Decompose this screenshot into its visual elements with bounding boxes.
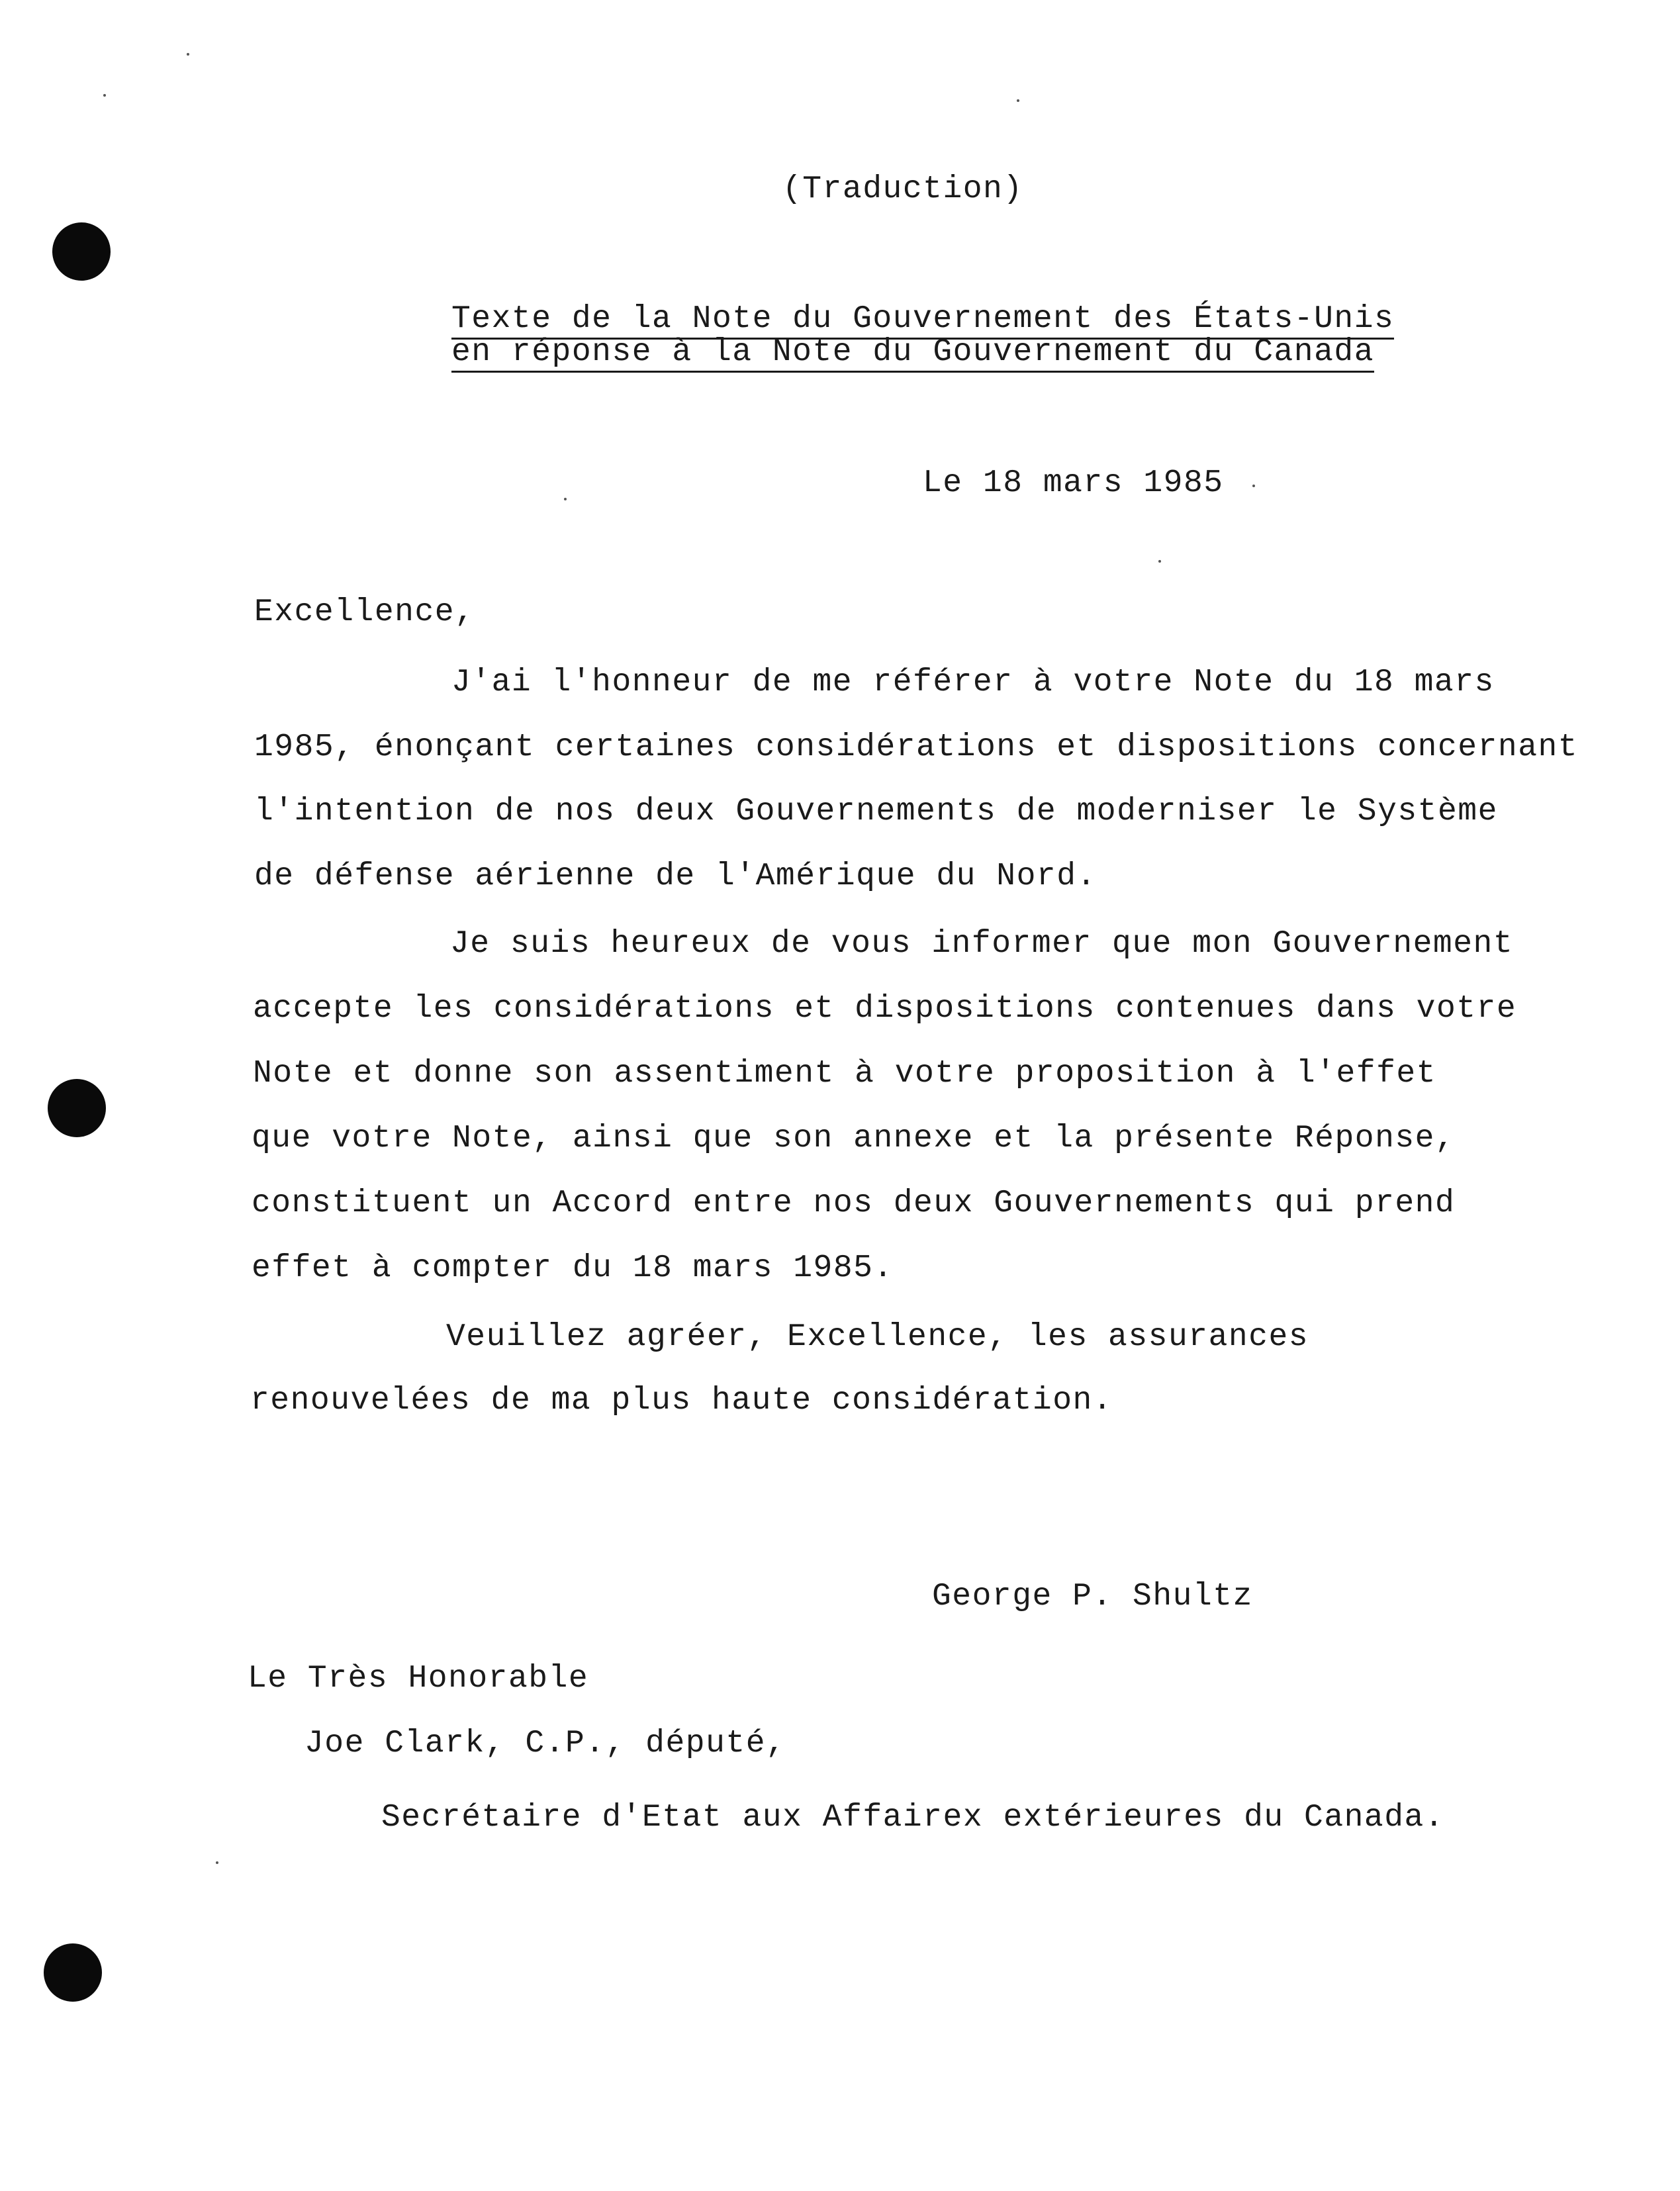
body-paragraph-2-line-6: effet à compter du 18 mars 1985. xyxy=(252,1250,894,1286)
scan-speck xyxy=(1017,99,1019,102)
addressee-line-2: Joe Clark, C.P., député, xyxy=(304,1726,786,1761)
body-paragraph-1-line-2: 1985, énonçant certaines considérations et dispositions concernant xyxy=(254,729,1579,765)
body-paragraph-2-line-1: Je suis heureux de vous informer que mon Gouvernement xyxy=(450,926,1514,962)
scan-speck xyxy=(1252,485,1255,487)
addressee-line-1: Le Très Honorable xyxy=(248,1661,589,1697)
signature-name: George P. Shultz xyxy=(932,1579,1253,1614)
body-paragraph-2-line-4: que votre Note, ainsi que son annexe et la présente Réponse, xyxy=(252,1121,1456,1156)
punch-hole-bottom xyxy=(44,1943,102,2002)
closing-line-1: Veuillez agréer, Excellence, les assurances xyxy=(446,1319,1309,1355)
translation-label: (Traduction) xyxy=(782,171,1023,207)
scan-speck xyxy=(1158,560,1161,563)
body-paragraph-1-line-4: de défense aérienne de l'Amérique du Nord. xyxy=(254,859,1097,894)
scan-speck xyxy=(216,1861,218,1864)
document-title-line-1: Texte de la Note du Gouvernement des États-Unis xyxy=(451,302,1394,340)
scan-speck xyxy=(103,94,106,97)
punch-hole-middle xyxy=(48,1079,106,1137)
addressee-line-3: Secrétaire d'Etat aux Affairex extérieures du Canada. xyxy=(381,1800,1445,1836)
body-paragraph-2-line-2: accepte les considérations et dispositions contenues dans votre xyxy=(253,991,1517,1027)
body-paragraph-2-line-5: constituent un Accord entre nos deux Gouvernements qui prend xyxy=(252,1186,1456,1221)
punch-hole-top xyxy=(52,222,111,281)
document-title-line-2: en réponse à la Note du Gouvernement du Canada xyxy=(451,335,1374,373)
body-paragraph-1-line-3: l'intention de nos deux Gouvernements de moderniser le Système xyxy=(254,794,1498,829)
scan-speck xyxy=(187,53,189,56)
salutation: Excellence, xyxy=(254,594,475,630)
body-paragraph-1-line-1: J'ai l'honneur de me référer à votre Note du 18 mars xyxy=(451,665,1495,700)
closing-line-2: renouvelées de ma plus haute considération. xyxy=(250,1383,1113,1419)
body-paragraph-2-line-3: Note et donne son assentiment à votre proposition à l'effet xyxy=(253,1056,1436,1092)
document-date: Le 18 mars 1985 xyxy=(923,465,1224,501)
scan-speck xyxy=(564,498,567,500)
